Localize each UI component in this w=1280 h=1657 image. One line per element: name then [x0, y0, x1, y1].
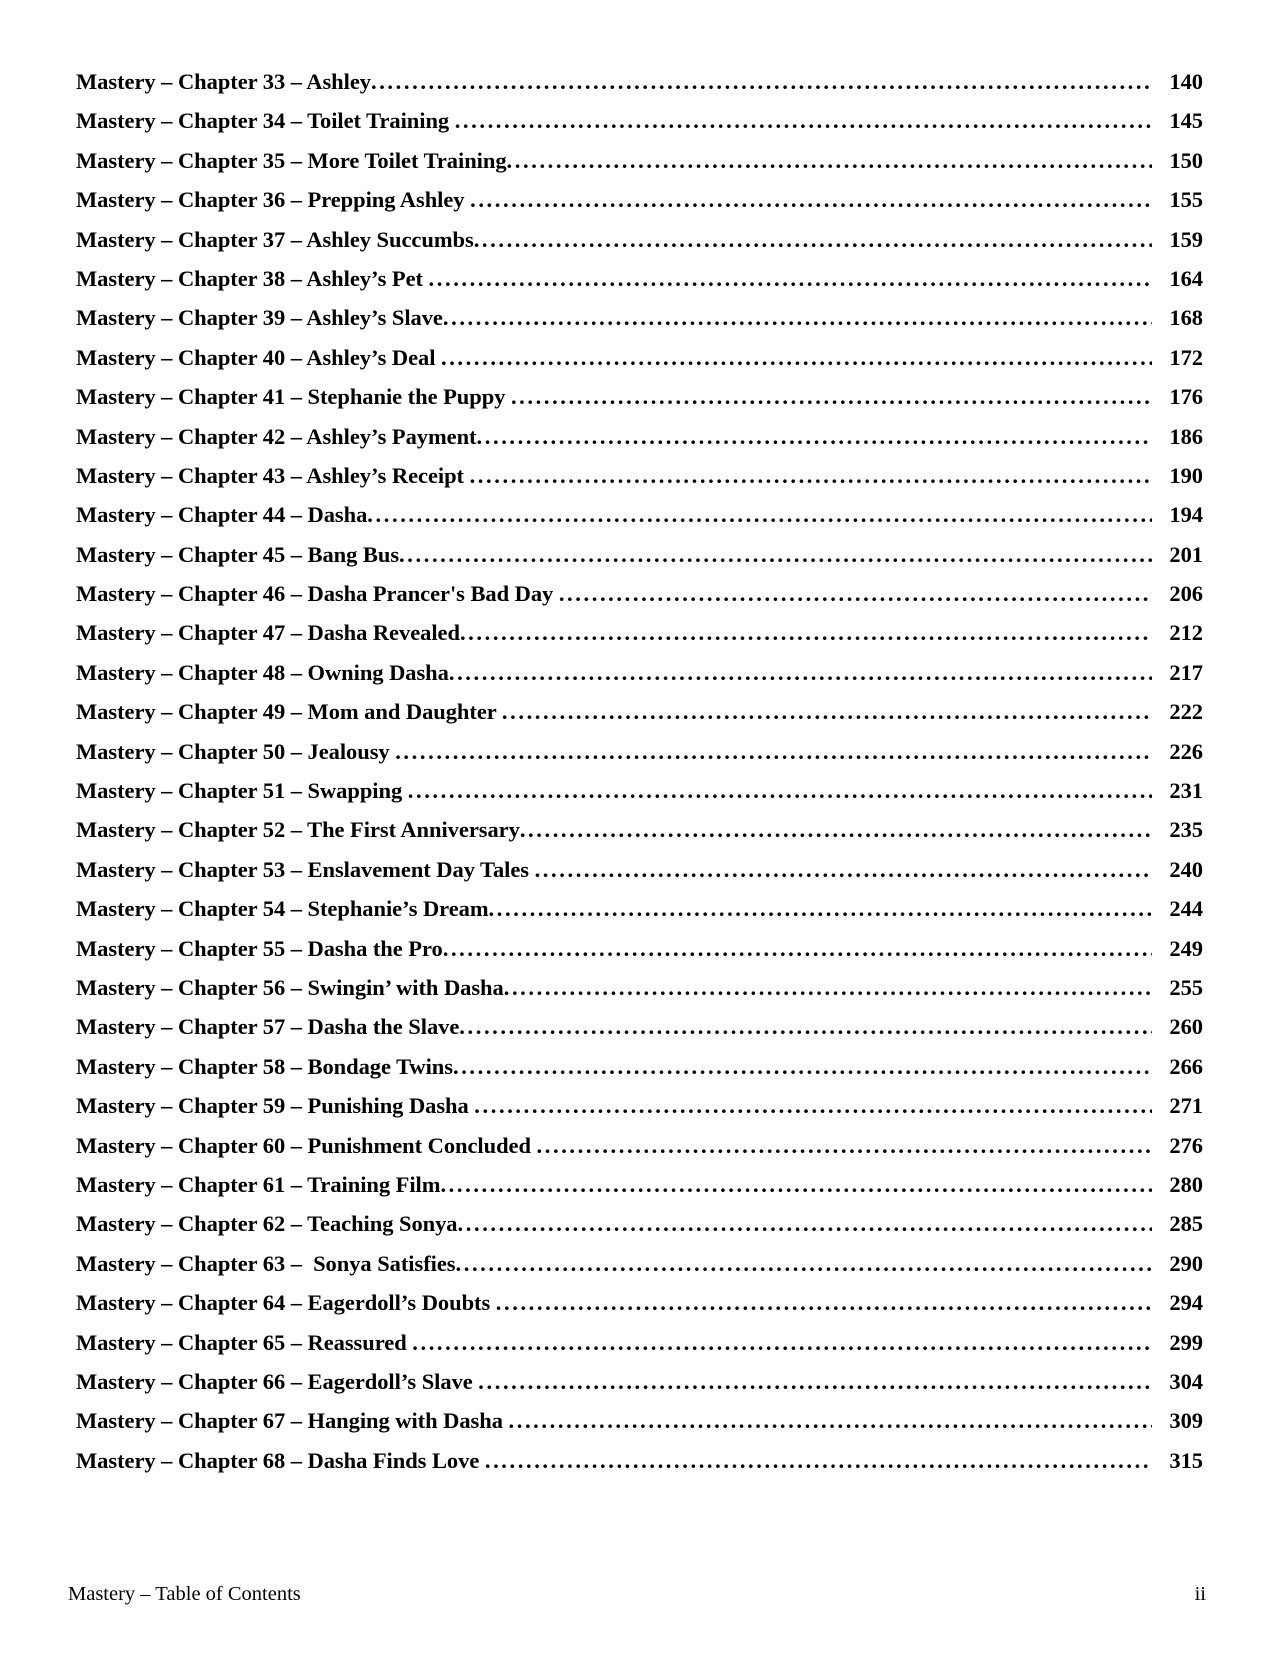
toc-dot-leader — [395, 732, 1152, 771]
toc-entry-title: Mastery – Chapter 47 – Dasha Revealed — [76, 620, 460, 646]
toc-dot-leader — [458, 1204, 1152, 1243]
toc-entry-page-number: 186 — [1169, 423, 1203, 449]
toc-entry-page-number: 304 — [1169, 1368, 1203, 1394]
toc-dot-leader — [504, 968, 1152, 1007]
toc-entry[interactable] — [76, 535, 1203, 574]
toc-entry[interactable] — [76, 1401, 1203, 1440]
toc-dot-leader — [408, 771, 1152, 810]
toc-entry-title: Mastery – Chapter 68 – Dasha Finds Love — [76, 1447, 485, 1473]
footer-document-title: Mastery – Table of Contents — [68, 1583, 301, 1605]
page-footer — [68, 1583, 1212, 1606]
toc-entry[interactable] — [76, 1283, 1203, 1322]
toc-entry[interactable] — [76, 456, 1203, 495]
toc-entry[interactable] — [76, 1204, 1203, 1243]
toc-entry-title: Mastery – Chapter 61 – Training Film — [76, 1171, 441, 1197]
toc-dot-leader — [453, 1047, 1152, 1086]
toc-dot-leader — [474, 1086, 1152, 1125]
toc-entry-title: Mastery – Chapter 37 – Ashley Succumbs — [76, 226, 474, 252]
toc-entry[interactable] — [76, 771, 1203, 810]
toc-entry-page-number: 231 — [1169, 778, 1203, 804]
toc-entry-title: Mastery – Chapter 54 – Stephanie’s Dream — [76, 896, 489, 922]
toc-entry[interactable] — [76, 1165, 1203, 1204]
toc-entry[interactable] — [76, 653, 1203, 692]
toc-entry-page-number: 280 — [1169, 1171, 1203, 1197]
toc-dot-leader — [455, 101, 1152, 140]
toc-dot-leader — [489, 889, 1152, 928]
table-of-contents-list — [76, 62, 1203, 1480]
toc-entry-title: Mastery – Chapter 57 – Dasha the Slave — [76, 1014, 460, 1040]
toc-entry-page-number: 155 — [1169, 187, 1203, 213]
toc-entry-page-number: 240 — [1169, 856, 1203, 882]
toc-entry-title: Mastery – Chapter 67 – Hanging with Dasha — [76, 1408, 509, 1434]
toc-entry[interactable] — [76, 377, 1203, 416]
toc-entry-page-number: 235 — [1169, 817, 1203, 843]
toc-entry[interactable] — [76, 1441, 1203, 1480]
toc-entry[interactable] — [76, 613, 1203, 652]
toc-dot-leader — [485, 1441, 1152, 1480]
toc-entry-page-number: 217 — [1169, 659, 1203, 685]
toc-entry-page-number: 145 — [1169, 108, 1203, 134]
toc-dot-leader — [502, 692, 1152, 731]
toc-entry-title: Mastery – Chapter 33 – Ashley — [76, 69, 371, 94]
toc-dot-leader — [399, 535, 1152, 574]
toc-entry-page-number: 271 — [1169, 1093, 1203, 1119]
toc-entry-title: Mastery – Chapter 63 – Sonya Satisfies — [76, 1250, 456, 1276]
toc-dot-leader — [477, 417, 1152, 456]
toc-entry-page-number: 294 — [1169, 1290, 1203, 1316]
toc-entry-title: Mastery – Chapter 60 – Punishment Concluded — [76, 1132, 537, 1158]
toc-entry[interactable] — [76, 495, 1203, 534]
toc-entry-page-number: 255 — [1169, 974, 1203, 1000]
toc-entry-title: Mastery – Chapter 44 – Dasha — [76, 502, 368, 528]
toc-dot-leader — [537, 1126, 1152, 1165]
toc-entry[interactable] — [76, 141, 1203, 180]
toc-dot-leader — [507, 141, 1152, 180]
toc-entry[interactable] — [76, 1362, 1203, 1401]
toc-entry-page-number: 309 — [1169, 1408, 1203, 1434]
toc-entry-title: Mastery – Chapter 51 – Swapping — [76, 778, 408, 804]
toc-entry-title: Mastery – Chapter 36 – Prepping Ashley — [76, 187, 471, 213]
toc-entry[interactable] — [76, 968, 1203, 1007]
toc-entry-title: Mastery – Chapter 38 – Ashley’s Pet — [76, 265, 429, 291]
toc-entry[interactable] — [76, 810, 1203, 849]
toc-entry[interactable] — [76, 850, 1203, 889]
toc-entry-page-number: 222 — [1169, 699, 1203, 725]
toc-dot-leader — [511, 377, 1152, 416]
toc-entry-title: Mastery – Chapter 58 – Bondage Twins — [76, 1053, 453, 1079]
toc-entry-title: Mastery – Chapter 45 – Bang Bus — [76, 541, 400, 567]
toc-entry-title: Mastery – Chapter 40 – Ashley’s Deal — [76, 344, 441, 370]
toc-dot-leader — [474, 220, 1152, 259]
toc-entry-title: Mastery – Chapter 48 – Owning Dasha — [76, 659, 449, 685]
toc-dot-leader — [470, 180, 1152, 219]
toc-dot-leader — [443, 298, 1152, 337]
toc-entry-page-number: 299 — [1169, 1329, 1203, 1355]
toc-entry[interactable] — [76, 101, 1203, 140]
toc-entry-title: Mastery – Chapter 56 – Swingin’ with Dasha — [76, 974, 504, 1000]
toc-entry[interactable] — [76, 180, 1203, 219]
toc-dot-leader — [367, 495, 1152, 534]
toc-dot-leader — [460, 613, 1152, 652]
toc-entry-title: Mastery – Chapter 41 – Stephanie the Puppy — [76, 384, 511, 410]
toc-dot-leader — [459, 1007, 1152, 1046]
toc-entry[interactable] — [76, 732, 1203, 771]
toc-entry[interactable] — [76, 1086, 1203, 1125]
toc-entry-page-number: 168 — [1169, 305, 1203, 331]
toc-entry[interactable] — [76, 692, 1203, 731]
toc-entry-title: Mastery – Chapter 53 – Enslavement Day Tales — [76, 856, 535, 882]
toc-dot-leader — [559, 574, 1152, 613]
toc-dot-leader — [371, 62, 1152, 101]
toc-dot-leader — [440, 1165, 1152, 1204]
toc-dot-leader — [449, 653, 1152, 692]
toc-entry-page-number: 159 — [1169, 226, 1203, 252]
toc-dot-leader — [429, 259, 1152, 298]
toc-entry-title: Mastery – Chapter 43 – Ashley’s Receipt — [76, 462, 470, 488]
toc-dot-leader — [470, 456, 1152, 495]
toc-entry[interactable] — [76, 929, 1203, 968]
toc-entry-page-number: 266 — [1169, 1053, 1203, 1079]
toc-entry[interactable] — [76, 62, 1203, 101]
toc-entry-page-number: 164 — [1169, 265, 1203, 291]
toc-entry-page-number: 176 — [1169, 384, 1203, 410]
toc-entry[interactable] — [76, 1323, 1203, 1362]
toc-entry-title: Mastery – Chapter 59 – Punishing Dasha — [76, 1093, 475, 1119]
toc-dot-leader — [509, 1401, 1153, 1440]
toc-entry[interactable] — [76, 1047, 1203, 1086]
toc-entry[interactable] — [76, 220, 1203, 259]
toc-entry-page-number: 150 — [1169, 147, 1203, 173]
toc-entry[interactable] — [76, 1244, 1203, 1283]
toc-entry[interactable] — [76, 259, 1203, 298]
toc-entry-title: Mastery – Chapter 62 – Teaching Sonya — [76, 1211, 458, 1237]
toc-entry-title: Mastery – Chapter 65 – Reassured — [76, 1329, 413, 1355]
toc-dot-leader — [535, 850, 1152, 889]
toc-entry[interactable] — [76, 417, 1203, 456]
toc-entry-page-number: 315 — [1169, 1447, 1203, 1473]
toc-entry[interactable] — [76, 338, 1203, 377]
toc-entry-page-number: 249 — [1169, 935, 1203, 961]
toc-dot-leader — [443, 929, 1152, 968]
toc-entry-page-number: 212 — [1169, 620, 1203, 646]
toc-entry-title: Mastery – Chapter 35 – More Toilet Training — [76, 147, 507, 173]
toc-entry-page-number: 172 — [1169, 344, 1203, 370]
toc-entry[interactable] — [76, 1126, 1203, 1165]
toc-entry-page-number: 194 — [1169, 502, 1203, 528]
toc-entry[interactable] — [76, 574, 1203, 613]
toc-entry-page-number: 140 — [1169, 69, 1203, 94]
toc-entry-title: Mastery – Chapter 64 – Eagerdoll’s Doubts — [76, 1290, 496, 1316]
toc-entry-title: Mastery – Chapter 52 – The First Anniversary — [76, 817, 520, 843]
toc-entry[interactable] — [76, 298, 1203, 337]
toc-entry-page-number: 290 — [1169, 1250, 1203, 1276]
toc-entry-page-number: 260 — [1169, 1014, 1203, 1040]
toc-entry-page-number: 226 — [1169, 738, 1203, 764]
toc-entry-title: Mastery – Chapter 49 – Mom and Daughter — [76, 699, 502, 725]
toc-entry-page-number: 201 — [1169, 541, 1203, 567]
toc-dot-leader — [441, 338, 1152, 377]
toc-entry-title: Mastery – Chapter 39 – Ashley’s Slave — [76, 305, 443, 331]
toc-entry-page-number: 190 — [1169, 462, 1203, 488]
toc-dot-leader — [412, 1323, 1152, 1362]
toc-entry-page-number: 285 — [1169, 1211, 1203, 1237]
toc-entry[interactable] — [76, 889, 1203, 928]
toc-entry-page-number: 276 — [1169, 1132, 1203, 1158]
toc-dot-leader — [456, 1244, 1153, 1283]
toc-dot-leader — [478, 1362, 1152, 1401]
toc-entry-page-number: 244 — [1169, 896, 1203, 922]
toc-entry-title: Mastery – Chapter 66 – Eagerdoll’s Slave — [76, 1368, 479, 1394]
toc-dot-leader — [496, 1283, 1152, 1322]
footer-page-number: ii — [1194, 1583, 1206, 1605]
toc-entry-title: Mastery – Chapter 34 – Toilet Training — [76, 108, 455, 134]
toc-entry-title: Mastery – Chapter 50 – Jealousy — [76, 738, 396, 764]
toc-entry-title: Mastery – Chapter 42 – Ashley’s Payment — [76, 423, 477, 449]
toc-entry-title: Mastery – Chapter 55 – Dasha the Pro — [76, 935, 443, 961]
toc-entry-page-number: 206 — [1169, 581, 1203, 607]
toc-entry-title: Mastery – Chapter 46 – Dasha Prancer's Bad Day — [76, 581, 559, 607]
toc-dot-leader — [520, 810, 1152, 849]
toc-entry[interactable] — [76, 1007, 1203, 1046]
